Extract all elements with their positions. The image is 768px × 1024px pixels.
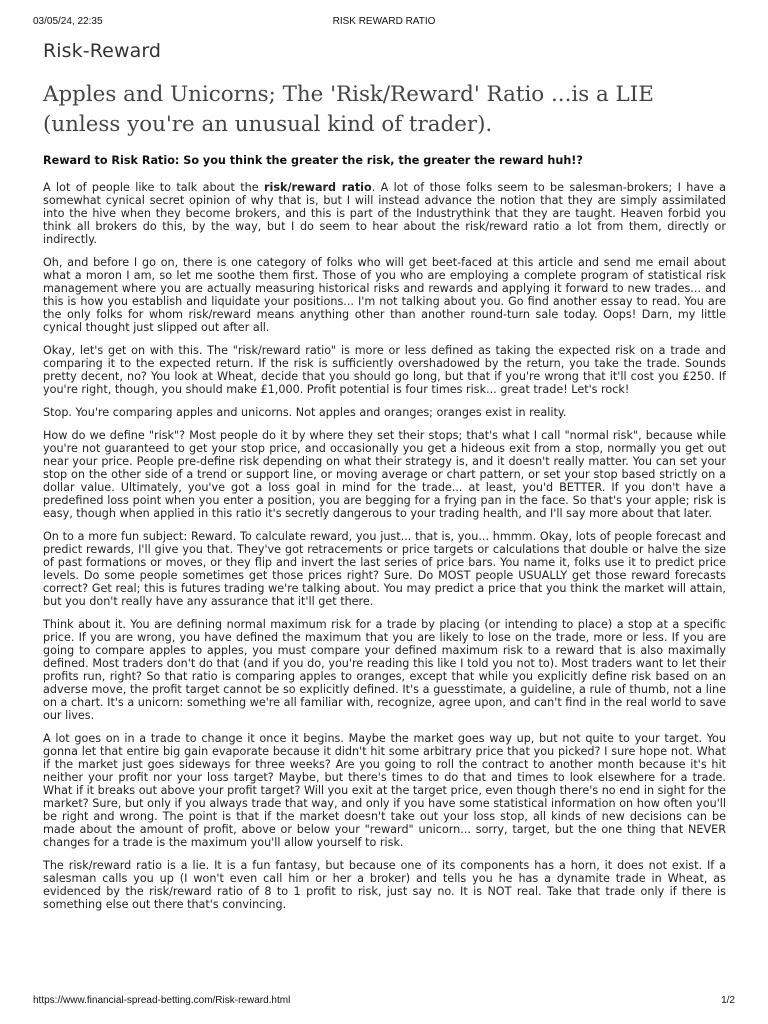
- print-datetime: 03/05/24, 22:35: [33, 16, 103, 27]
- print-page-url: https://www.financial-spread-betting.com/Risk-reward.html: [33, 995, 291, 1006]
- print-page-number: 1/2: [721, 995, 735, 1006]
- article-title: Apples and Unicorns; The 'Risk/Reward' Ratio ...is a LIE (unless you're an unusual kind of trader).: [43, 82, 654, 137]
- paragraph-intro: [43, 181, 726, 246]
- paragraph: A lot goes on in a trade to change it once it begins. Maybe the market goes way up, but not quite to your target. You gonna let that entire big gain evaporate because it didn't hit some arbitrary price that you picked? I sure hope not. What if the market just goes sideways for three weeks? Are you going to roll the contract to another month because it's hit neither your profit nor your loss target? Maybe, but there's times to do that and times to look elsewhere for a trade. What if it breaks out above your profit target? Will you exit at the target price, even though there's no end in sight for the market? Sure, but only if you always trade that way, and only if you have some statistical information on how often you'll be right and wrong. The point is that if the market doesn't take out your loss stop, all kinds of new decisions can be made about the amount of profit, above or below your "reward" unicorn... sorry, target, but the one thing that NEVER changes for a trade is the maximum you'll allow yourself to risk.: [43, 732, 726, 849]
- paragraph: Oh, and before I go on, there is one category of folks who will get beet-faced at this article and send me email about what a moron I am, so let me soothe them first. Those of you who are employing a complete program of statistical risk management where you are actually measuring historical risks and rewards and applying it forward to new trades... and this is how you establish and liquidate your positions... I'm not talking about you. Go find another essay to read. You are the only folks for whom risk/reward means anything other than another round-turn sale today. Oops! Darn, my little cynical thought just slipped out after all.: [43, 256, 726, 334]
- paragraph: Okay, let's get on with this. The "risk/reward ratio" is more or less defined as taking the expected risk on a trade and comparing it to the expected return. If the risk is sufficiently overshadowed by the return, you take the trade. Sounds pretty decent, no? You look at Wheat, decide that you should go long, but that if you're wrong that it'll cost you £250. If you're right, though, you should make £1,000. Profit potential is four times risk... great trade! Let's rock!: [43, 344, 726, 396]
- paragraph: On to a more fun subject: Reward. To calculate reward, you just... that is, you... hmmm. Okay, lots of people forecast and predict rewards, I'll give you that. They've got retracements or price targets or calculations that double or halve the size of past formations or moves, or they flip and invert the last series of price bars. You name it, folks use it to predict price levels. Do some people sometimes get those prices right? Sure. Do MOST people USUALLY get those reward forecasts correct? Get real; this is futures trading we're talking about. You may predict a price that you think the market will attain, but you don't really have any assurance that it'll get there.: [43, 530, 726, 608]
- print-header: [33, 16, 735, 30]
- article-subheading: Reward to Risk Ratio: So you think the greater the risk, the greater the reward huh!?: [43, 154, 583, 167]
- intro-text-start: A lot of people like to talk about the: [43, 181, 264, 194]
- paragraph: How do we define "risk"? Most people do it by where they set their stops; that's what I call "normal risk", because while you're not guaranteed to get your stop price, and occasionally you get a hideous exit from a stop, normally you get out near your price. People pre-define risk depending on what their strategy is, and it doesn't really matter. You can set your stop on the other side of a trend or support line, or moving average or chart pattern, or set your stop based strictly on a dollar value. Ultimately, you've got a loss goal in mind for the trade... at least, you'd BETTER. If you don't have a predefined loss point when you enter a position, you are begging for a frying pan in the face. So that's your apple; risk is easy, though when applied in this ratio it's secretly dangerous to your trading health, and I'll say more about that later.: [43, 429, 726, 520]
- paragraph: Stop. You're comparing apples and unicorns. Not apples and oranges; oranges exist in reality.: [43, 406, 567, 419]
- paragraph: Think about it. You are defining normal maximum risk for a trade by placing (or intending to place) a stop at a specific price. If you are wrong, you have defined the maximum that you are likely to lose on the trade, more or less. If you are going to compare apples to apples, you must compare your defined maximum risk to a reward that is also maximally defined. Most traders don't do that (and if you do, you're reading this like I told you not to). Most traders want to let their profits run, right? So that ratio is comparing apples to oranges, except that while you explicitly define risk based on an adverse move, the profit target cannot be so explicitly defined. It's a guesstimate, a guideline, a rule of thumb, not a line on a chart. It's a unicorn: something we're all familiar with, recognize, agree upon, and can't find in the real world to save our lives.: [43, 618, 726, 722]
- risk-reward-ratio-term: risk/reward ratio: [264, 181, 372, 194]
- paragraph: The risk/reward ratio is a lie. It is a fun fantasy, but because one of its components has a horn, it does not exist. If a salesman calls you up (I won't even call him or her a broker) and tells you he has a dynamite trade in Wheat, as evidenced by the risk/reward ratio of 8 to 1 profit to risk, just say no. It is NOT real. Take that trade only if there is something else out there that's convincing.: [43, 859, 726, 911]
- print-footer: [33, 995, 735, 1009]
- intro-text-end: . A lot of those folks seem to be salesman-brokers; I have a somewhat cynical secret opinion of why that is, but I will instead advance the notion that they are simply assimilated into the hive when they become brokers, and this is part of the Industrythink that they are taught. Heaven forbid you think all brokers do this, by the way, but I do seem to hear about the risk/reward ratio a lot from them, directly or indirectly.: [43, 181, 726, 246]
- site-title: Risk-Reward: [43, 40, 162, 62]
- article-page: [43, 40, 726, 921]
- print-document-title: RISK REWARD RATIO: [332, 16, 436, 27]
